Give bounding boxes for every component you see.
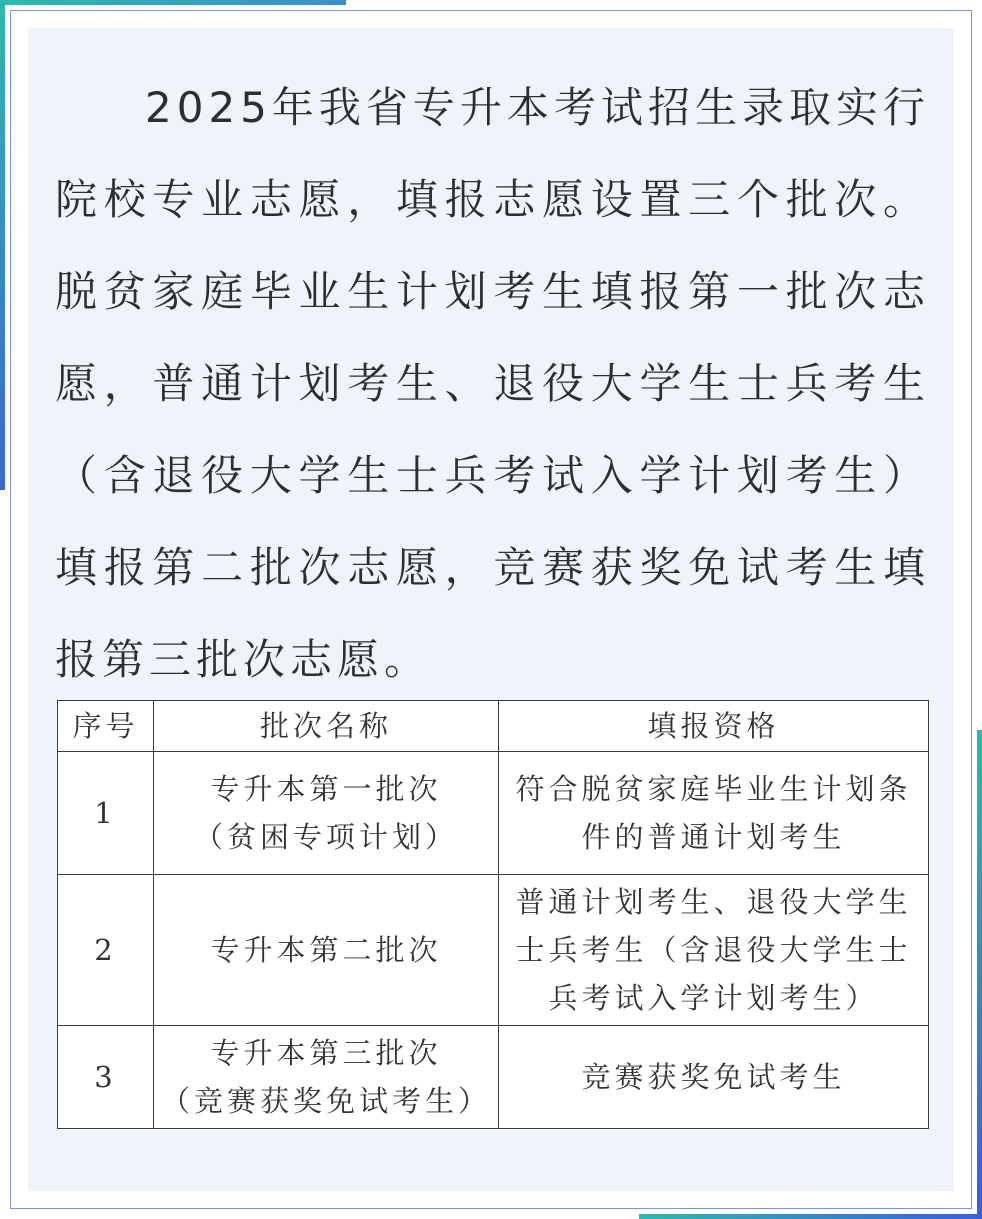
batch-name-line: 专升本第一批次 (210, 772, 442, 806)
intro-paragraph: 2025年我省专升本考试招生录取实行院校专业志愿，填报志愿设置三个批次。脱贫家庭毕业生计划考生填报第一批次志愿，普通计划考生、退役大学生士兵考生（含退役大学生士兵考试入学计划考生）填报第二批次志愿，竞赛获奖免试考生填报第三批次志愿。 (55, 83, 930, 684)
row-qualification (499, 875, 929, 1026)
row-batch-name (154, 875, 499, 1026)
accent-bar-left (0, 0, 5, 490)
header-no: 序号 (58, 701, 154, 752)
header-batch-name: 批次名称 (154, 701, 499, 752)
qualification-line: 竞赛获奖免试考生 (581, 1060, 846, 1094)
accent-bar-top (0, 0, 346, 5)
table-row (58, 1026, 929, 1129)
table-header-row (58, 701, 929, 752)
table-row (58, 875, 929, 1026)
accent-bar-bottom (639, 1214, 982, 1219)
row-no: 3 (58, 1026, 154, 1129)
batch-name-line: 专升本第二批次 (210, 933, 442, 967)
batch-table (57, 700, 929, 1129)
row-no: 1 (58, 752, 154, 875)
row-qualification (499, 752, 929, 875)
table-row (58, 752, 929, 875)
row-no: 2 (58, 875, 154, 1026)
qualification-line: 普通计划考生、退役大学生 (515, 885, 912, 919)
qualification-line: 符合脱贫家庭毕业生计划条 (515, 772, 912, 806)
row-batch-name (154, 1026, 499, 1129)
qualification-line: 兵考试入学计划考生） (548, 981, 879, 1015)
batch-name-line: （竞赛获奖免试考生） (160, 1084, 491, 1118)
header-qualification: 填报资格 (499, 701, 929, 752)
batch-name-line: （贫困专项计划） (193, 820, 458, 854)
row-batch-name (154, 752, 499, 875)
qualification-line: 士兵考生（含退役大学生士 (515, 933, 912, 967)
accent-bar-right (977, 730, 982, 1219)
qualification-line: 件的普通计划考生 (581, 820, 846, 854)
row-qualification (499, 1026, 929, 1129)
batch-name-line: 专升本第三批次 (210, 1036, 442, 1070)
